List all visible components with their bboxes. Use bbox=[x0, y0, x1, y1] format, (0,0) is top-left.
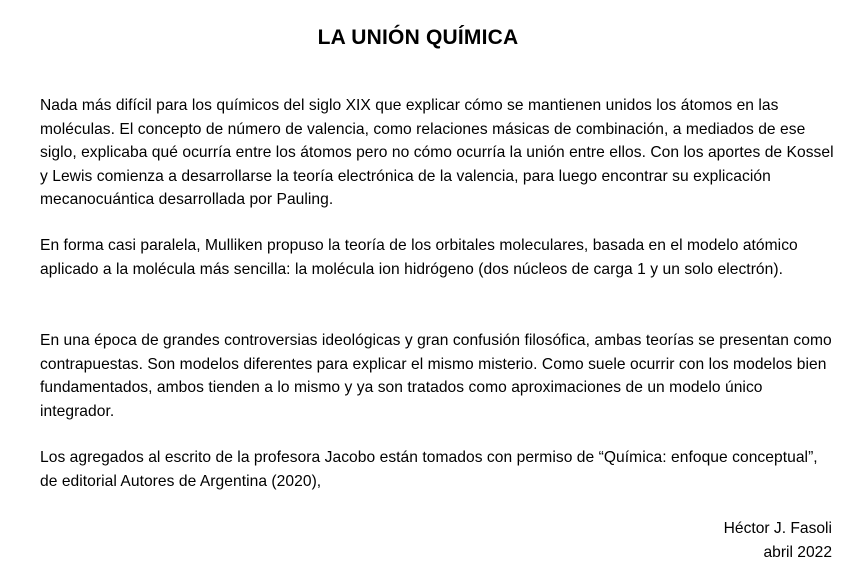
signature-block bbox=[724, 517, 832, 564]
signature-author: Héctor J. Fasoli bbox=[723, 520, 832, 537]
paragraph-history: Nada más difícil para los químicos del siglo XIX que explicar cómo se mantienen unidos los átomos en las moléculas. El concepto de número de valencia, como relaciones másicas de combinación, a mediados de ese siglo, explicaba qué ocurría entre los átomos pero no cómo ocurría la unión entre ellos. Con los aportes de Kossel y Lewis comienza a desarrollarse la teoría electrónica de la valencia, para luego encontrar su explicación mecanocuántica desarrollada por Pauling. bbox=[40, 97, 834, 208]
document-title: LA UNIÓN QUÍMICA bbox=[317, 26, 519, 49]
paragraph-mulliken: En forma casi paralela, Mulliken propuso la teoría de los orbitales moleculares, basada en el modelo atómico aplicado a la molécula más sencilla: la molécula ion hidrógeno (dos núcleos de carga 1 y un solo electrón). bbox=[40, 237, 798, 278]
paragraph-credits: Los agregados al escrito de la profesora Jacobo están tomados con permiso de “Química: enfoque conceptual”, de editorial Autores de Argentina (2020), bbox=[40, 449, 818, 490]
paragraph-controversy: En una época de grandes controversias ideológicas y gran confusión filosófica, ambas teorías se presentan como contrapuestas. Son modelos diferentes para explicar el mismo misterio. Como suele ocurrir con los modelos bien fundamentados, ambos tienden a lo mismo y ya son tratados como aproximaciones de un modelo único integrador. bbox=[40, 332, 832, 420]
signature-date: abril 2022 bbox=[763, 543, 832, 561]
